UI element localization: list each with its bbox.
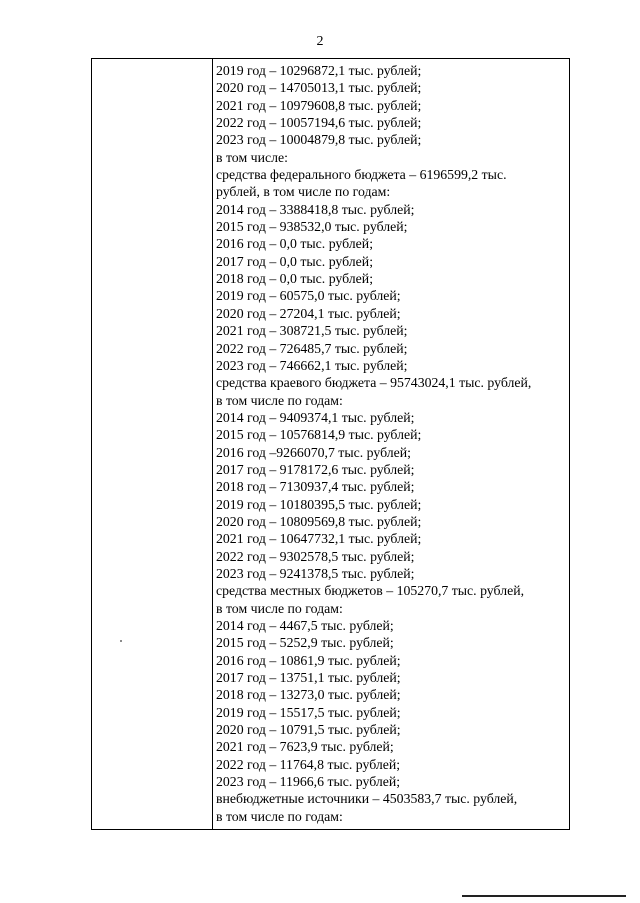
text-line: 2021 год – 7623,9 тыс. рублей; <box>216 739 394 755</box>
text-line: 2020 год – 27204,1 тыс. рублей; <box>216 305 401 321</box>
text-line: 2015 год – 10576814,9 тыс. рублей; <box>216 427 422 443</box>
text-line: 2016 год – 0,0 тыс. рублей; <box>216 236 374 252</box>
text-line: 2018 год – 7130937,4 тыс. рублей; <box>216 479 415 495</box>
page-number: 2 <box>316 34 324 49</box>
text-line: 2023 год – 9241378,5 тыс. рублей; <box>216 565 415 581</box>
text-line: 2015 год – 938532,0 тыс. рублей; <box>216 219 408 235</box>
text-line: в том числе по годам: <box>216 600 343 616</box>
scan-artifact <box>120 640 122 642</box>
text-line: 2017 год – 13751,1 тыс. рублей; <box>216 670 401 686</box>
funding-table <box>91 58 570 830</box>
text-line: 2014 год – 3388418,8 тыс. рублей; <box>216 201 415 217</box>
text-line: средства федерального бюджета – 6196599,2 тыс. <box>216 167 507 183</box>
text-line: 2017 год – 9178172,6 тыс. рублей; <box>216 461 415 477</box>
text-line: рублей, в том числе по годам: <box>216 184 391 200</box>
text-line: в том числе по годам: <box>216 808 343 824</box>
text-line: 2020 год – 10791,5 тыс. рублей; <box>216 722 401 738</box>
text-line: средства краевого бюджета – 95743024,1 тыс. рублей, <box>216 375 532 391</box>
text-line: 2017 год – 0,0 тыс. рублей; <box>216 253 374 269</box>
text-line: 2023 год – 746662,1 тыс. рублей; <box>216 357 408 373</box>
text-line: 2019 год – 10296872,1 тыс. рублей; <box>216 63 422 78</box>
text-line: 2016 год – 10861,9 тыс. рублей; <box>216 652 401 668</box>
text-line: 2014 год – 4467,5 тыс. рублей; <box>216 618 394 633</box>
text-line: 2021 год – 10979608,8 тыс. рублей; <box>216 97 422 113</box>
text-line: средства местных бюджетов – 105270,7 тыс. рублей, <box>216 583 525 599</box>
text-line: 2021 год – 10647732,1 тыс. рублей; <box>216 531 422 547</box>
text-line: 2015 год – 5252,9 тыс. рублей; <box>216 635 394 651</box>
text-line: 2022 год – 10057194,6 тыс. рублей; <box>216 115 422 131</box>
table-right-cell <box>216 62 568 825</box>
text-line: 2016 год –9266070,7 тыс. рублей; <box>216 444 411 460</box>
bottom-rule <box>462 895 626 897</box>
column-divider <box>212 59 213 829</box>
text-line: 2022 год – 9302578,5 тыс. рублей; <box>216 548 415 564</box>
text-line: 2019 год – 60575,0 тыс. рублей; <box>216 288 401 304</box>
text-line: 2014 год – 9409374,1 тыс. рублей; <box>216 409 415 425</box>
text-line: 2020 год – 14705013,1 тыс. рублей; <box>216 80 422 96</box>
text-line: 2020 год – 10809569,8 тыс. рублей; <box>216 513 422 529</box>
text-line: в том числе: <box>216 149 288 165</box>
text-line: 2018 год – 13273,0 тыс. рублей; <box>216 687 401 703</box>
text-line: 2018 год – 0,0 тыс. рублей; <box>216 271 374 287</box>
text-line: 2019 год – 10180395,5 тыс. рублей; <box>216 496 422 512</box>
text-line: 2019 год – 15517,5 тыс. рублей; <box>216 704 401 720</box>
text-line: 2023 год – 11966,6 тыс. рублей; <box>216 774 401 790</box>
text-line: 2022 год – 726485,7 тыс. рублей; <box>216 340 408 356</box>
text-line: 2023 год – 10004879,8 тыс. рублей; <box>216 132 422 148</box>
text-line: 2021 год – 308721,5 тыс. рублей; <box>216 323 408 339</box>
text-line: внебюджетные источники – 4503583,7 тыс. рублей, <box>216 791 518 807</box>
text-line: 2022 год – 11764,8 тыс. рублей; <box>216 756 401 772</box>
text-line: в том числе по годам: <box>216 392 343 408</box>
